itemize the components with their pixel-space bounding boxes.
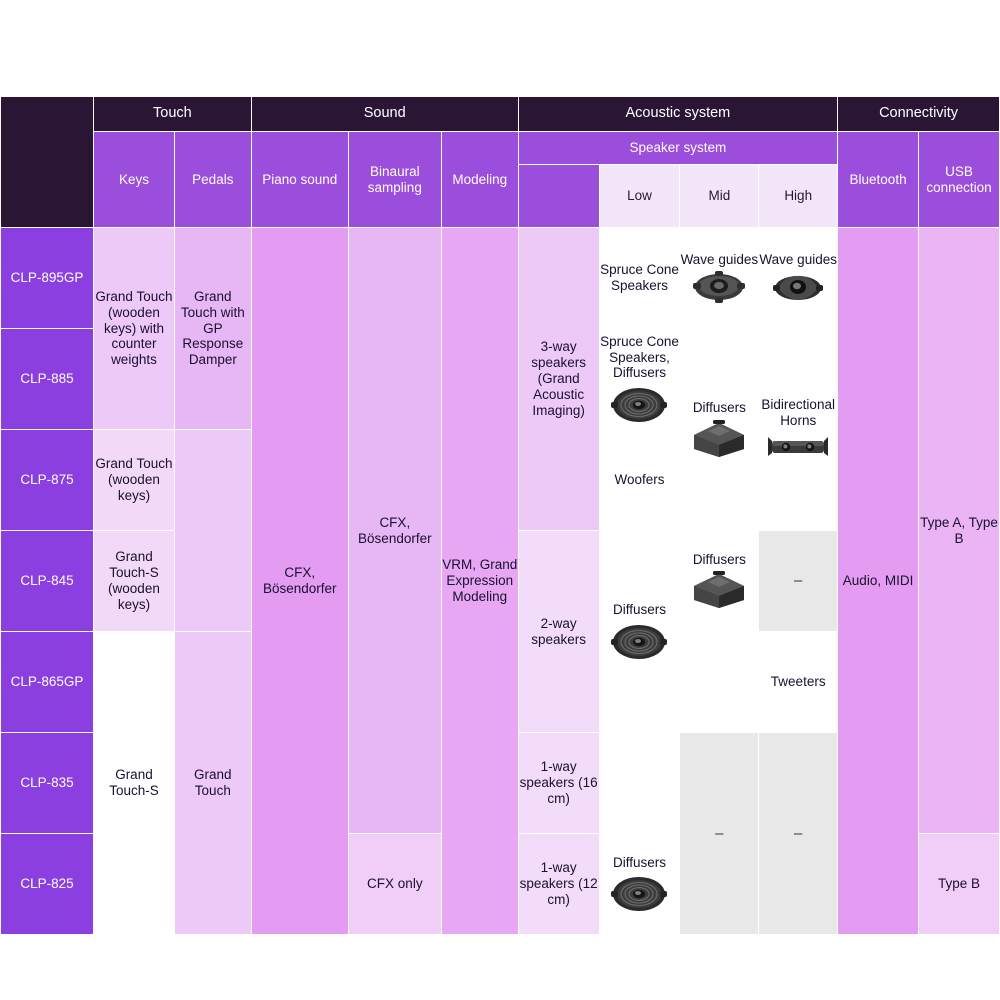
cell-high-885-875 [759,329,838,531]
cell-mid-835-825-text: – [715,824,724,842]
cell-keys-895-885: Grand Touch (wooden keys) with counter weights [94,228,175,430]
model-label-clp-865gp: CLP-865GP [1,632,94,733]
model-label-clp-835: CLP-835 [1,733,94,834]
model-label-clp-895gp: CLP-895GP [1,228,94,329]
model-label-clp-885: CLP-885 [1,329,94,430]
cell-high-835-825-text: – [794,824,803,842]
cell-low-885-text: Spruce Cone Speakers, Diffusers [600,333,679,381]
header-col-pedals: Pedals [174,132,251,228]
cell-pedals-865-825: Grand Touch [174,632,251,935]
cell-high-835-825 [759,733,838,935]
cell-high-865 [759,632,838,733]
header-col-speaker-system: Speaker system [518,132,837,165]
cell-high-885-875-text: Bidirectional Horns [761,397,835,428]
cell-low-825 [599,834,680,935]
table-row [1,228,1000,329]
header-col-modeling: Modeling [441,132,518,228]
diffuser-block-icon [688,419,750,459]
cell-mid-895 [680,228,759,329]
cell-low-845-865 [599,531,680,733]
model-label-clp-875: CLP-875 [1,430,94,531]
cell-speaker-system-1way-16: 1-way speakers (16 cm) [518,733,599,834]
cell-low-895 [599,228,680,329]
cell-mid-835-825 [680,733,759,935]
model-label-clp-845: CLP-845 [1,531,94,632]
cell-binaural-895-835: CFX, Bösendorfer [348,228,441,834]
header-group-acoustic-system: Acoustic system [518,97,837,132]
cell-high-865-text: Tweeters [770,674,826,690]
cell-piano-sound-all: CFX, Bösendorfer [251,228,348,935]
header-group-connectivity: Connectivity [838,97,1000,132]
table-header-columns [1,132,1000,165]
header-col-piano-sound: Piano sound [251,132,348,228]
cell-low-895-text: Spruce Cone Speakers [600,262,679,293]
wave-guide-icon [691,270,747,304]
header-col-bluetooth: Bluetooth [838,132,919,228]
cell-mid-895-text: Wave guides [680,251,759,267]
cell-speaker-system-3way: 3-way speakers (Grand Acoustic Imaging) [518,228,599,531]
clp-comparison-table [0,96,1000,935]
cell-high-845-text: – [794,572,803,590]
header-corner-blank [1,97,94,228]
wave-guide-icon [770,270,826,304]
cell-low-875: Woofers [599,430,680,531]
table-header-groups [1,97,1000,132]
model-label-clp-825: CLP-825 [1,834,94,935]
header-subcol-high: High [759,165,838,228]
cell-pedals-895-885: Grand Touch with GP Response Damper [174,228,251,430]
cell-low-845-865-text: Diffusers [612,602,666,618]
cell-speaker-system-1way-12: 1-way speakers (12 cm) [518,834,599,935]
cell-keys-845: Grand Touch-S (wooden keys) [94,531,175,632]
cell-mid-885-875 [680,329,759,531]
cell-speaker-system-2way: 2-way speakers [518,531,599,733]
cell-mid-845-text: Diffusers [692,551,746,567]
cell-high-845 [759,531,838,632]
cone-speaker-icon [610,621,668,661]
cone-speaker-icon [610,873,668,913]
header-col-keys: Keys [94,132,175,228]
header-group-touch: Touch [94,97,252,132]
cell-binaural-825: CFX only [348,834,441,935]
cell-mid-845 [680,531,759,632]
cell-keys-865-835-825: Grand Touch-S [94,632,175,935]
header-subcol-mid: Mid [680,165,759,228]
header-subcol-speaker-blank [518,165,599,228]
cone-speaker-icon [610,384,668,424]
cell-high-895 [759,228,838,329]
header-group-sound: Sound [251,97,518,132]
horn-icon [766,432,830,462]
header-col-usb-connection: USB connection [919,132,1000,228]
cell-bluetooth-all: Audio, MIDI [838,228,919,935]
cell-low-835 [599,733,680,834]
cell-low-885 [599,329,680,430]
cell-usb-825: Type B [919,834,1000,935]
header-subcol-low: Low [599,165,680,228]
cell-pedals-875-845 [174,430,251,632]
cell-low-825-text: Diffusers [612,854,666,870]
cell-high-895-text: Wave guides [759,251,837,267]
diffuser-block-icon [688,570,750,610]
cell-keys-875: Grand Touch (wooden keys) [94,430,175,531]
cell-usb-895-835: Type A, Type B [919,228,1000,834]
cell-mid-885-875-text: Diffusers [692,400,746,416]
cell-mid-865 [680,632,759,733]
header-col-binaural-sampling: Binaural sampling [348,132,441,228]
cell-modeling-all: VRM, Grand Expression Modeling [441,228,518,935]
